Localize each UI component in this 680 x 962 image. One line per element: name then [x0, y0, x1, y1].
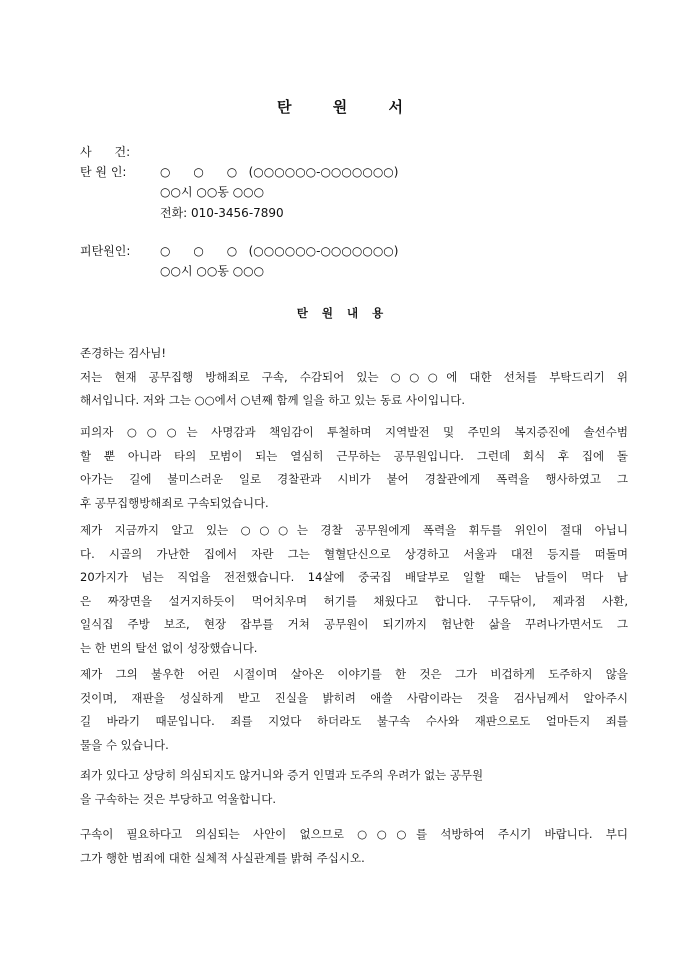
- section-title: 탄 원 내 용: [296, 306, 384, 320]
- document-title: 탄 원 서: [277, 98, 403, 116]
- case-label: 사 건:: [80, 145, 131, 159]
- paragraph-line: 해서입니다. 저와 그는 ○○에서 ○년째 함께 일을 하고 있는 동료 사이입니다.: [80, 393, 466, 408]
- paragraph-line: 물을 수 있습니다.: [80, 737, 169, 752]
- paragraph-line: 그가 행한 범죄에 대한 실체적 사실관계를 밝혀 주십시오.: [80, 850, 365, 865]
- petitioner-name-id: ○ ○ ○ (○○○○○○-○○○○○○○): [160, 165, 399, 179]
- petitioner-address: ○○시 ○○동 ○○○: [160, 185, 265, 199]
- paragraph-line: 저는 현재 공무집행 방해죄로 구속, 수감되어 있는 ○○○에 대한 선처를 부탁드리기 위: [80, 369, 628, 384]
- defendant-row: [80, 244, 398, 258]
- paragraph-line: 구속이 필요하다고 의심되는 사안이 없으므로 ○○○를 석방하여 주시기 바랍니다. 부디: [80, 827, 628, 841]
- paragraph-4: [80, 663, 628, 757]
- paragraph-line: 을 구속하는 것은 부당하고 억울합니다.: [80, 791, 277, 806]
- paragraph-line: 20가지가 넘는 직업을 전전했습니다. 14살에 중국집 배달부로 일할 때는 남들이 먹다 남: [80, 570, 628, 585]
- paragraph-line: 아가는 길에 불미스러운 일로 경찰관과 시비가 붙어 경찰관에게 폭력을 행사하였고 그: [80, 472, 628, 487]
- paragraph-line: 존경하는 검사님!: [80, 346, 167, 360]
- petitioner-phone: 전화: 010-3456-7890: [160, 206, 284, 220]
- paragraph-line: 은 짜장면을 설거지하듯이 먹어치우며 허기를 채웠다고 합니다. 구두닦이, 제과점 사환,: [80, 593, 628, 608]
- paragraph-line: 다. 시골의 가난한 집에서 자란 그는 혈혈단신으로 상경하고 서울과 대전 등지를 떠돌며: [80, 546, 628, 561]
- paragraph-line: 제가 지금까지 알고 있는 ○○○는 경찰 공무원에게 폭력을 휘두를 위인이 절대 아닙니: [80, 523, 628, 537]
- paragraph-line: 길 바라기 때문입니다. 죄를 지었다 하더라도 불구속 수사와 재판으로도 얼마든지 죄를: [80, 714, 628, 729]
- paragraph-line: 죄가 있다고 상당히 의심되지도 않거니와 증거 인멸과 도주의 우려가 없는 공무원: [80, 768, 484, 782]
- paragraph-line: 피의자 ○○○는 사명감과 책임감이 투철하며 지역발전 및 주민의 복지증진에 솔선수범: [80, 425, 628, 439]
- paragraph-3: [80, 519, 628, 661]
- paragraph-1: [80, 342, 628, 413]
- paragraph-line: 할 뿐 아니라 타의 모범이 되는 열심히 근무하는 공무원입니다. 그런데 회식 후 집에 돌: [80, 448, 628, 463]
- paragraph-line: 일식집 주방 보조, 현장 잡부를 거쳐 공무원이 되기까지 험난한 삶을 꾸려나가면서도 그: [80, 617, 628, 632]
- defendant-address: ○○시 ○○동 ○○○: [160, 264, 265, 278]
- paragraph-2: [80, 421, 628, 515]
- paragraph-5: [80, 764, 628, 811]
- paragraph-line: 제가 그의 불우한 어린 시절이며 살아온 이야기를 한 것은 그가 비겁하게 도주하지 않을: [80, 667, 628, 681]
- paragraph-line: 것이며, 재판을 성실하게 받고 진실을 밝히려 애쓸 사람이라는 것을 검사님께서 알아주시: [80, 690, 628, 705]
- paragraph-line: 후 공무집행방해죄로 구속되었습니다.: [80, 495, 269, 510]
- defendant-label: 피탄원인:: [80, 244, 131, 258]
- petitioner-row: [80, 165, 398, 179]
- paragraph-line: 는 한 번의 탈선 없이 성장했습니다.: [80, 640, 258, 655]
- defendant-name-id: ○ ○ ○ (○○○○○○-○○○○○○○): [160, 244, 399, 258]
- paragraph-6: [80, 823, 628, 870]
- petitioner-label: 탄 원 인:: [80, 165, 127, 179]
- case-row: [80, 145, 160, 159]
